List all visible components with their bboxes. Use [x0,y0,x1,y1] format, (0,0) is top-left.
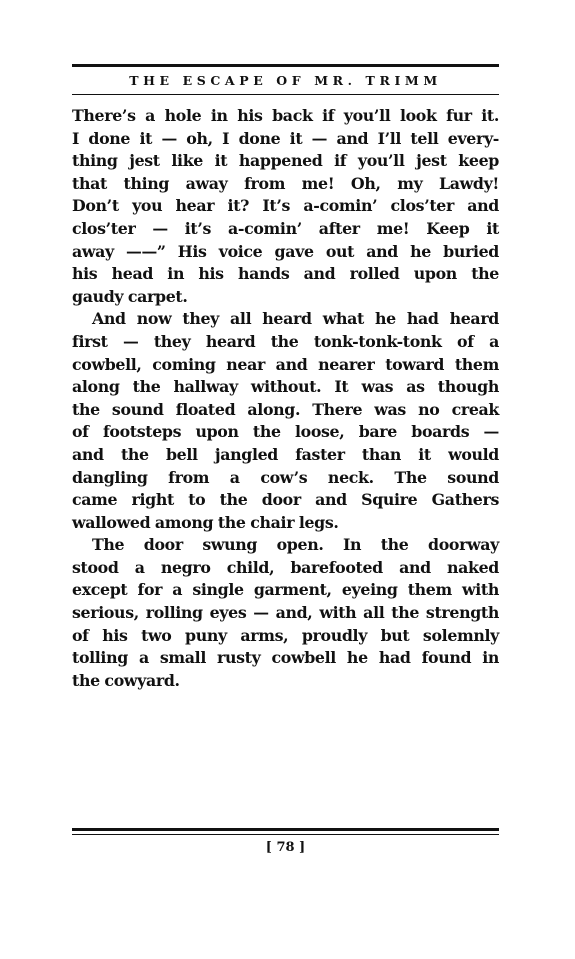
text-line: serious, rolling eyes — and, with all the strength [72,603,499,623]
text-line: except for a single garment, eyeing them with [72,580,499,600]
text-line: of his two puny arms, proudly but solemnly [72,625,499,645]
running-head: THE ESCAPE OF MR. TRIMM [129,73,442,88]
text-line: thing jest like it happened if you’ll jest keep [72,151,499,171]
text-line: along the hallway without. It was as though [72,377,499,397]
book-page [72,64,499,864]
paragraph-1 [72,105,499,308]
text-line: I done it — oh, I done it — and I’ll tell every- [72,128,499,148]
footer-rule-thick [72,828,499,831]
text-line: came right to the door and Squire Gathers [72,490,499,510]
text-line: stood a negro child, barefooted and naked [72,557,499,577]
text-line: the cowyard. [72,670,180,690]
text-line: of footsteps upon the loose, bare boards — [72,422,499,442]
text-line: away ——” His voice gave out and he buried [72,241,499,261]
text-line: dangling from a cow’s neck. The sound [72,467,499,487]
text-line: the sound floated along. There was no creak [72,399,499,419]
footer-rule-thin [72,834,499,835]
text-line: And now they all heard what he had heard [92,309,499,329]
paragraph-2 [72,308,499,534]
header-rule-top [72,64,499,67]
text-line: his head in his hands and rolled upon the [72,264,499,284]
text-line: tolling a small rusty cowbell he had found in [72,648,499,668]
page-number: [ 78 ] [265,840,306,855]
text-line: gaudy carpet. [72,286,188,306]
text-line: The door swung open. In the doorway [92,535,499,555]
text-line: first — they heard the tonk-tonk-tonk of a [72,331,499,351]
header-rule-bottom [72,94,499,95]
text-line: Don’t you hear it? It’s a-comin’ clos’ter and [72,196,499,216]
text-line: wallowed among the chair legs. [72,512,339,532]
text-line: clos’ter — it’s a-comin’ after me! Keep it [72,218,499,238]
text-line: and the bell jangled faster than it would [72,444,499,464]
text-line: that thing away from me! Oh, my Lawdy! [72,173,499,193]
paragraph-3 [72,534,499,692]
text-line: cowbell, coming near and nearer toward them [72,354,499,374]
text-line: There’s a hole in his back if you’ll look fur it. [72,106,499,125]
body-text [72,105,499,692]
